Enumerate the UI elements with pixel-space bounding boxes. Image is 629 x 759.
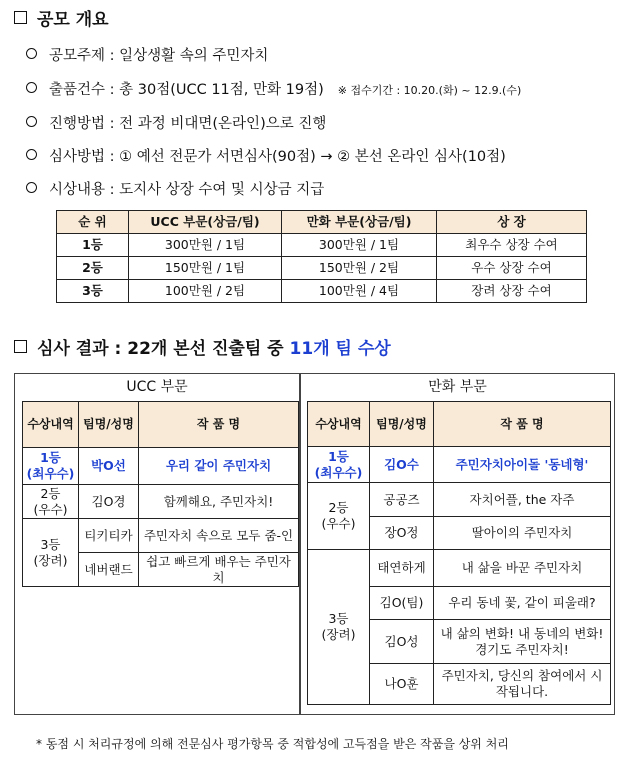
table-row bbox=[308, 550, 611, 587]
footnote: * 동점 시 처리규정에 의해 전문심사 평가항목 중 적합성에 고득점을 받은 작품을 상위 처리 bbox=[36, 737, 509, 751]
prize-header-cell: UCC 부문(상금/팀) bbox=[129, 211, 282, 234]
overview-item bbox=[26, 112, 326, 133]
team-name-cell: 네버랜드 bbox=[79, 553, 139, 587]
award-cell: 2등 (우수) bbox=[308, 483, 370, 550]
work-title-cell: 주민자치아이돌 '동네형' bbox=[434, 447, 611, 483]
ucc-results-table bbox=[22, 401, 299, 587]
overview-heading bbox=[14, 5, 109, 30]
ucc-header-row bbox=[23, 402, 299, 448]
prize-rank-cell: 1등 bbox=[57, 234, 129, 257]
prize-header-cell: 순 위 bbox=[57, 211, 129, 234]
prize-cell: 300만원 / 1팀 bbox=[129, 234, 282, 257]
cartoon-results-table bbox=[307, 401, 611, 705]
work-title-cell: 내 삶을 바꾼 주민자치 bbox=[434, 550, 611, 587]
overview-item bbox=[26, 178, 324, 199]
award-cell: 2등 (우수) bbox=[23, 485, 79, 519]
team-name-cell: 김O성 bbox=[370, 620, 434, 664]
prize-cell: 150만원 / 2팀 bbox=[282, 257, 437, 280]
prize-rank-cell: 2등 bbox=[57, 257, 129, 280]
cartoon-header-row bbox=[308, 402, 611, 447]
square-bullet-icon bbox=[14, 340, 27, 353]
ucc-header-cell: 수상내역 bbox=[23, 402, 79, 448]
results-title-highlight: 11개 팀 수상 bbox=[289, 339, 391, 359]
overview-item-text: 진행방법 : 전 과정 비대면(온라인)으로 진행 bbox=[49, 116, 327, 132]
cartoon-panel bbox=[300, 373, 615, 715]
overview-item-text: 공모주제 : 일상생활 속의 주민자치 bbox=[49, 48, 269, 64]
circle-bullet-icon bbox=[26, 182, 37, 193]
ucc-header-cell: 팀명/성명 bbox=[79, 402, 139, 448]
table-row bbox=[23, 519, 299, 553]
team-name-cell: 김O(팀) bbox=[370, 587, 434, 620]
team-name-cell: 김O경 bbox=[79, 485, 139, 519]
team-name-cell: 김O수 bbox=[370, 447, 434, 483]
circle-bullet-icon bbox=[26, 116, 37, 127]
table-row bbox=[57, 257, 587, 280]
work-title-cell: 주민자치, 당신의 참여에서 시작됩니다. bbox=[434, 664, 611, 705]
work-title-cell: 자치어플, the 자주 bbox=[434, 483, 611, 517]
prize-cell: 150만원 / 1팀 bbox=[129, 257, 282, 280]
work-title-cell: 주민자치 속으로 모두 줌-인 bbox=[139, 519, 299, 553]
overview-item-text: 출품건수 : 총 30점(UCC 11점, 만화 19점) bbox=[49, 82, 324, 98]
results-title: 심사 결과 : 22개 본선 진출팀 중 bbox=[37, 339, 290, 359]
overview-item-text: 심사방법 : ① 예선 전문가 서면심사(90점) → ② 본선 온라인 심사(10점) bbox=[49, 149, 506, 165]
team-name-cell: 장O정 bbox=[370, 517, 434, 550]
prize-cell: 최우수 상장 수여 bbox=[437, 234, 587, 257]
cartoon-panel-title: 만화 부문 bbox=[428, 379, 487, 395]
prize-cell: 우수 상장 수여 bbox=[437, 257, 587, 280]
table-row bbox=[308, 483, 611, 517]
table-row bbox=[308, 447, 611, 483]
table-row bbox=[23, 485, 299, 519]
award-cell: 3등 (장려) bbox=[23, 519, 79, 587]
work-title-cell: 내 삶의 변화! 내 동네의 변화! 경기도 주민자치! bbox=[434, 620, 611, 664]
prize-header-row bbox=[57, 211, 587, 234]
cartoon-header-cell: 팀명/성명 bbox=[370, 402, 434, 447]
award-cell: 1등 (최우수) bbox=[308, 447, 370, 483]
overview-item-text: 시상내용 : 도지사 상장 수여 및 시상금 지급 bbox=[49, 182, 325, 198]
work-title-cell: 함께해요, 주민자치! bbox=[139, 485, 299, 519]
ucc-header-cell: 작 품 명 bbox=[139, 402, 299, 448]
ucc-panel bbox=[14, 373, 300, 715]
table-row bbox=[57, 280, 587, 303]
circle-bullet-icon bbox=[26, 82, 37, 93]
prize-header-cell: 상 장 bbox=[437, 211, 587, 234]
overview-item bbox=[26, 44, 268, 65]
cartoon-header-cell: 수상내역 bbox=[308, 402, 370, 447]
overview-title: 공모 개요 bbox=[37, 10, 109, 30]
award-cell: 1등 (최우수) bbox=[23, 448, 79, 485]
cartoon-header-cell: 작 품 명 bbox=[434, 402, 611, 447]
results-heading bbox=[14, 334, 391, 359]
prize-header-cell: 만화 부문(상금/팀) bbox=[282, 211, 437, 234]
overview-item bbox=[26, 145, 506, 166]
team-name-cell: 태연하게 bbox=[370, 550, 434, 587]
table-row bbox=[57, 234, 587, 257]
circle-bullet-icon bbox=[26, 149, 37, 160]
prize-table bbox=[56, 210, 587, 303]
prize-cell: 300만원 / 1팀 bbox=[282, 234, 437, 257]
work-title-cell: 딸아이의 주민자치 bbox=[434, 517, 611, 550]
circle-bullet-icon bbox=[26, 48, 37, 59]
overview-item-note: ※ 접수기간 : 10.20.(화) ~ 12.9.(수) bbox=[337, 84, 522, 97]
table-row bbox=[23, 448, 299, 485]
prize-cell: 100만원 / 2팀 bbox=[129, 280, 282, 303]
work-title-cell: 우리 동네 꽃, 같이 피울래? bbox=[434, 587, 611, 620]
overview-item bbox=[26, 78, 521, 99]
team-name-cell: 나O훈 bbox=[370, 664, 434, 705]
team-name-cell: 박O선 bbox=[79, 448, 139, 485]
work-title-cell: 쉽고 빠르게 배우는 주민자치 bbox=[139, 553, 299, 587]
team-name-cell: 티키티카 bbox=[79, 519, 139, 553]
square-bullet-icon bbox=[14, 11, 27, 24]
prize-cell: 장려 상장 수여 bbox=[437, 280, 587, 303]
prize-rank-cell: 3등 bbox=[57, 280, 129, 303]
ucc-panel-title: UCC 부문 bbox=[126, 379, 188, 395]
work-title-cell: 우리 같이 주민자치 bbox=[139, 448, 299, 485]
team-name-cell: 공공즈 bbox=[370, 483, 434, 517]
award-cell: 3등 (장려) bbox=[308, 550, 370, 705]
prize-cell: 100만원 / 4팀 bbox=[282, 280, 437, 303]
